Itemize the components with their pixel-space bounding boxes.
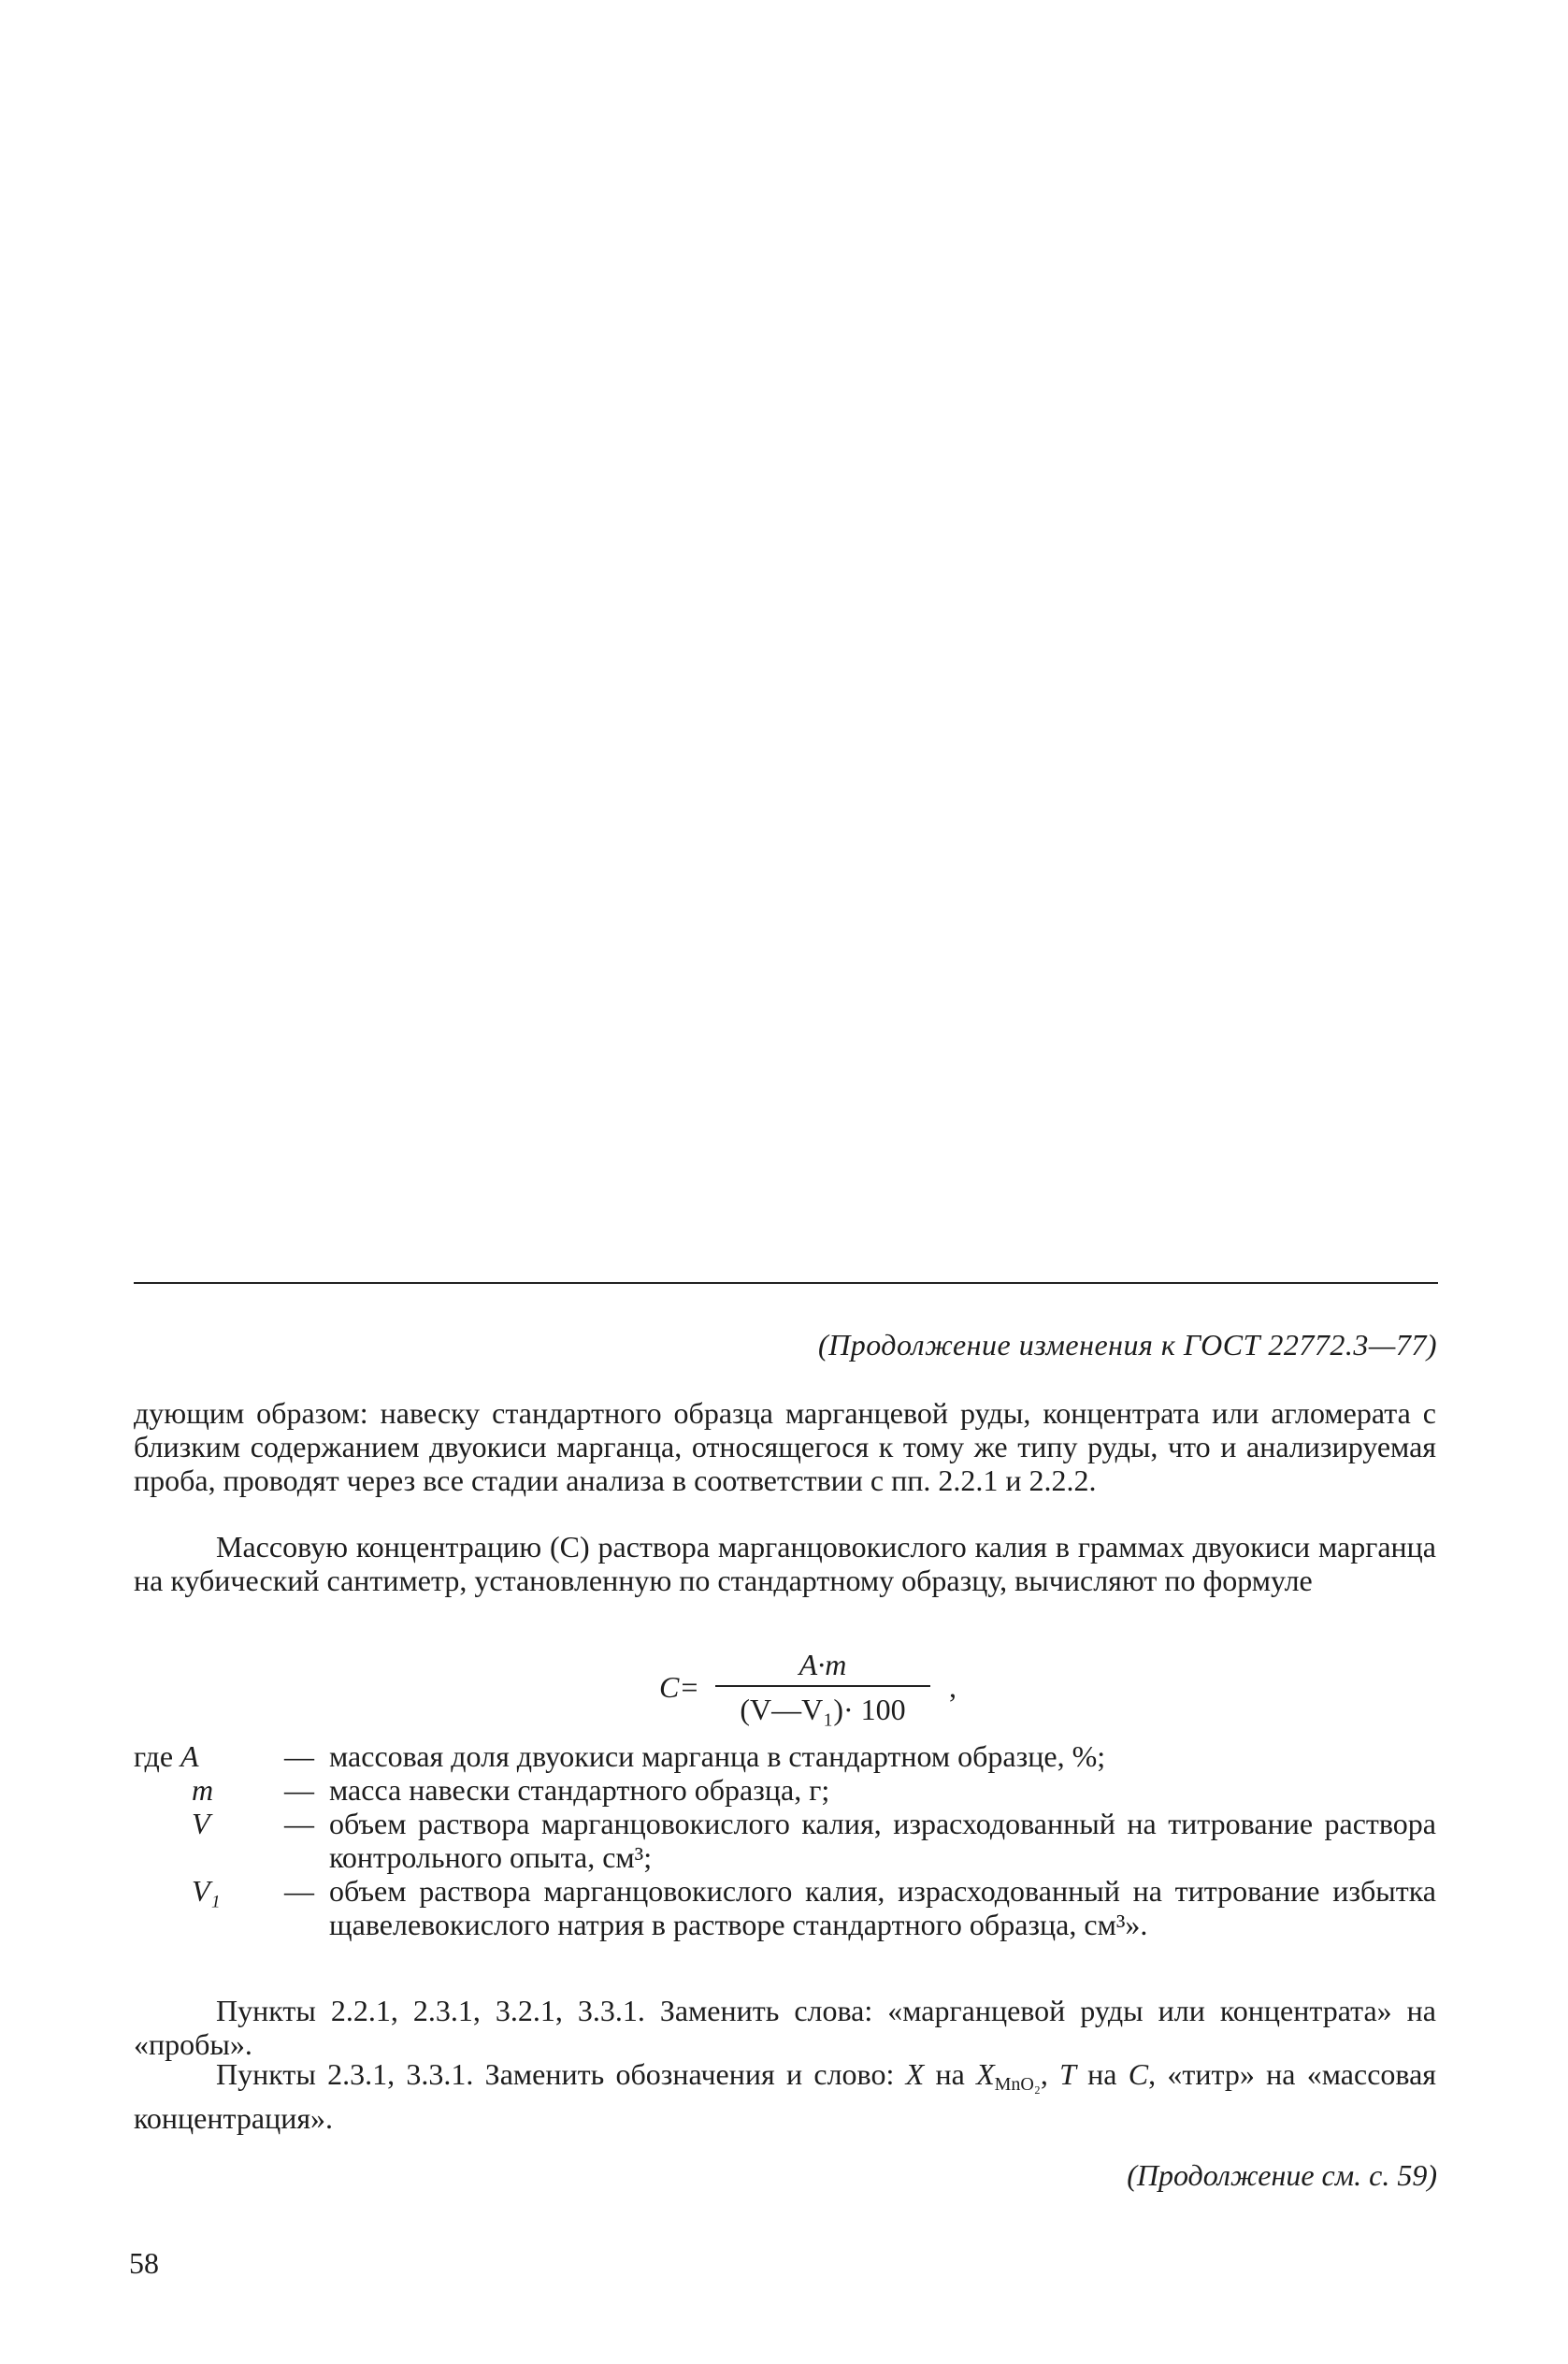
subscript-mno2: MnO₂ <box>994 2074 1041 2095</box>
formula-numerator: A·m <box>798 1648 847 1681</box>
definition-dash: — <box>284 1739 314 1773</box>
definition-text: масса навески стандартного образца, г; <box>329 1773 830 1807</box>
paragraph-4-part1: Пункты 2.3.1, 3.3.1. Заменить обозначения и слово: <box>216 2057 906 2091</box>
definition-symbol: V <box>192 1807 210 1840</box>
page-number: 58 <box>129 2246 159 2280</box>
word-na: на <box>1075 2057 1129 2091</box>
definition-symbol: V₁ <box>192 1874 221 1908</box>
formula-fraction <box>715 1646 930 1728</box>
definition-text: объем раствора марганцовокислого калия, израсходованный на титрование раствора контрольного опыта, см³; <box>329 1807 1436 1874</box>
word-na: на <box>924 2057 977 2091</box>
separator: , <box>1040 2057 1060 2091</box>
definition-row <box>134 1739 1436 1773</box>
definition-symbol: A <box>180 1739 199 1773</box>
symbol-t: T <box>1059 2057 1076 2091</box>
fraction-bar <box>715 1685 930 1687</box>
definition-row <box>134 1807 1436 1874</box>
symbol-x: X <box>905 2057 925 2091</box>
formula-lhs: C= <box>659 1670 699 1704</box>
paragraph-4-part2: , «титр» на «массовая концентрация». <box>134 2057 1437 2135</box>
top-divider <box>134 1282 1438 1284</box>
definitions-intro: где <box>134 1739 174 1773</box>
continuation-footer: (Продолжение см. с. 59) <box>1127 2158 1437 2192</box>
symbol-x-mno2: X <box>976 2057 995 2091</box>
paragraph-2: Массовую концентрацию (C) раствора марганцовокислого калия в граммах двуокиси марганца на кубический сантиметр, установленную по стандартному образцу, вычисляют по формуле <box>134 1530 1436 1597</box>
paragraph-1: дующим образом: навеску стандартного образца марганцевой руды, концентрата или агломерата с близким содержанием двуокиси марганца, относящегося к тому же типу руды, что и анализируемая проба, проводят через все стадии анализа в соответствии с пп. 2.2.1 и 2.2.2. <box>134 1396 1436 1497</box>
definition-dash: — <box>284 1874 314 1908</box>
definition-text: массовая доля двуокиси марганца в стандартном образце, %; <box>329 1739 1106 1773</box>
formula-denominator: (V—V₁)· 100 <box>740 1693 906 1726</box>
definition-dash: — <box>284 1773 314 1807</box>
definition-row <box>134 1773 1436 1807</box>
definition-dash: — <box>284 1807 314 1840</box>
definition-row <box>134 1874 1436 1941</box>
paragraph-4 <box>134 2057 1436 2135</box>
variable-definitions <box>134 1739 1436 1941</box>
symbol-c: C <box>1128 2057 1149 2091</box>
definition-text: объем раствора марганцовокислого калия, израсходованный на титрование избытка щавелевокислого натрия в растворе стандартного образца, см³». <box>329 1874 1436 1941</box>
continuation-header: (Продолжение изменения к ГОСТ 22772.3—77) <box>817 1328 1437 1362</box>
definition-symbol: m <box>192 1773 214 1807</box>
paragraph-3: Пункты 2.2.1, 2.3.1, 3.2.1, 3.3.1. Заменить слова: «марганцевой руды или концентрата» на «пробы». <box>134 1994 1436 2061</box>
formula-trailing: , <box>949 1670 957 1704</box>
